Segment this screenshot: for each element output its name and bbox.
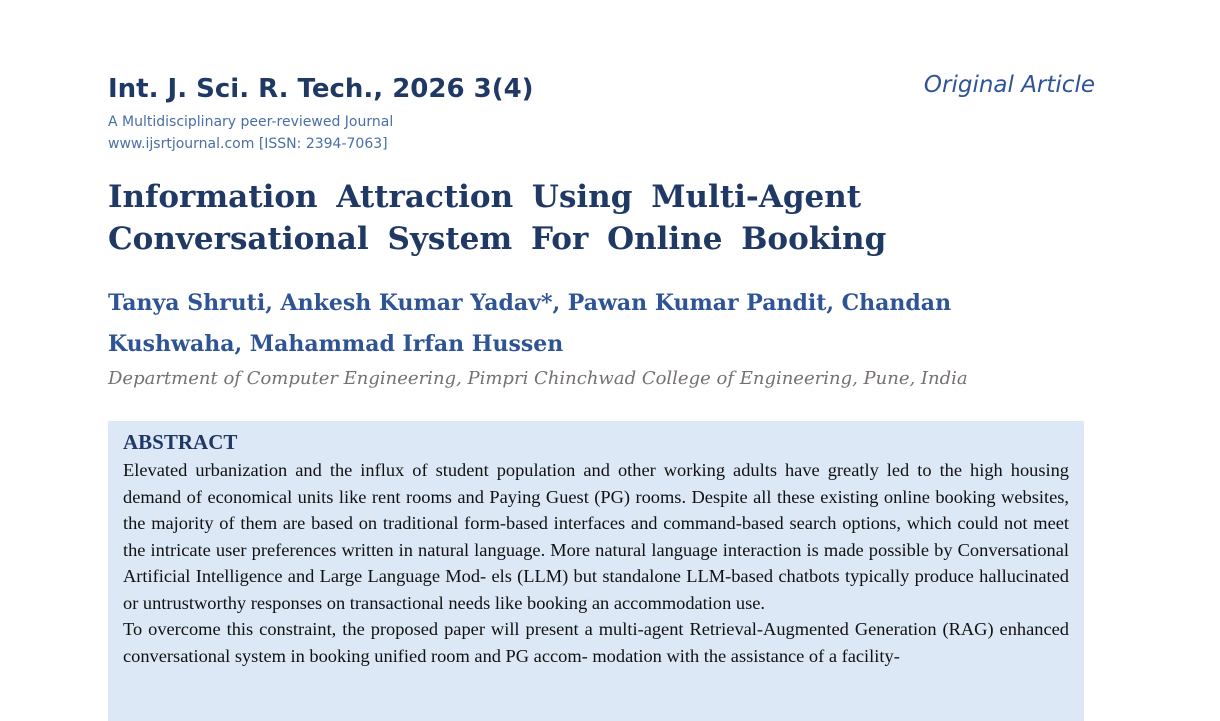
paper-title: Information Attraction Using Multi-Agent Conversational System For Online Booking bbox=[108, 179, 887, 257]
author-affiliation: Department of Computer Engineering, Pimpri Chinchwad College of Engineering, Pune, India bbox=[108, 368, 968, 389]
article-type-label: Original Article bbox=[923, 72, 1095, 98]
journal-subtitle: A Multidisciplinary peer-reviewed Journal bbox=[108, 114, 394, 130]
journal-website: www.ijsrtjournal.com [ISSN: 2394-7063] bbox=[108, 136, 388, 152]
abstract-heading: ABSTRACT bbox=[123, 430, 238, 454]
abstract-paragraph-1: Elevated urbanization and the influx of student population and other working adults have greatly led to the high housing demand of economical units like rent rooms and Paying Guest (PG) rooms. Despite all these existing online booking websites, the majority of them are based on traditional form-based interfaces and command-based search options, which could not meet the intricate user preferences written in natural language. More natural language interaction is made possible by Conversational Artificial Intelligence and Large Language Mod- els (LLM) but standalone LLM-based chatbots typically produce hallucinated or untrustworthy responses on transactional needs like booking an accommodation use. bbox=[123, 460, 1069, 613]
journal-title: Int. J. Sci. R. Tech., 2026 3(4) bbox=[108, 74, 534, 104]
abstract-section bbox=[108, 421, 1084, 721]
abstract-paragraph-2: To overcome this constraint, the proposed paper will present a multi-agent Retrieval-Augmented Generation (RAG) enhanced conversational system in booking unified room and PG accom- modation with the assistance of a facility- bbox=[123, 619, 1069, 666]
author-list: Tanya Shruti, Ankesh Kumar Yadav*, Pawan Kumar Pandit, Chandan Kushwaha, Mahammad Irfan Hussen bbox=[108, 290, 952, 357]
